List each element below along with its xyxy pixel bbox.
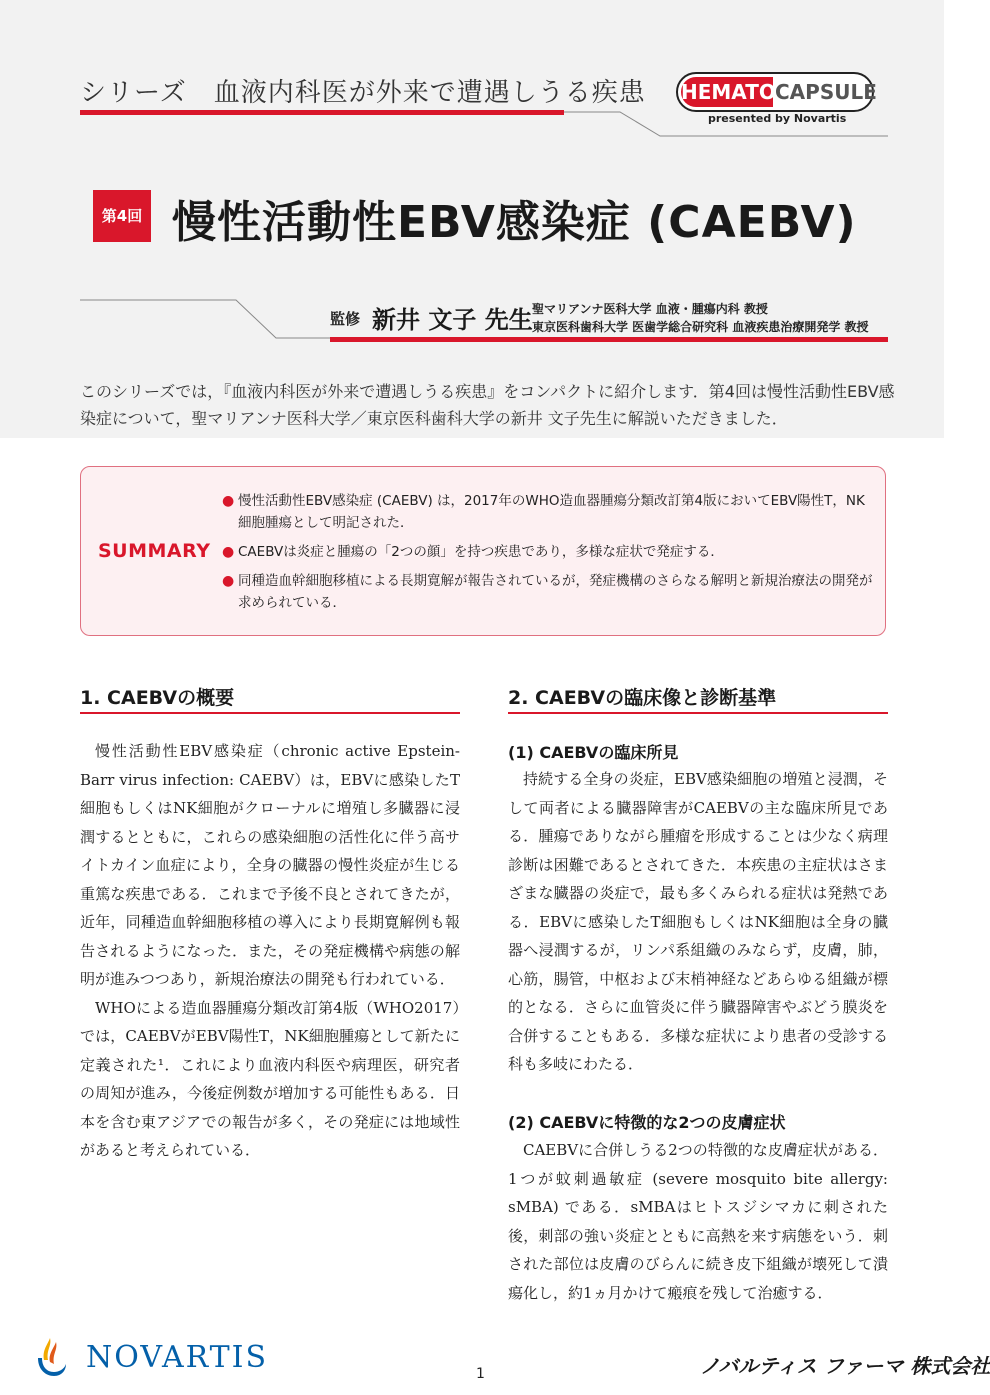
bullet-icon: ● [222, 493, 235, 509]
summary-item: ● 慢性活動性EBV感染症 (CAEBV) は，2017年のWHO造血器腫瘍分類改訂第4版においてEBV陽性T，NK細胞腫瘍として明記された． [222, 490, 874, 534]
section1-paragraph-1: 慢性活動性EBV感染症（chronic active Epstein-Barr virus infection: CAEBV）は，EBVに感染したT細胞もしくはNK細胞がクローナルに増殖し多臓器に浸潤するとともに，これらの感染細胞の活性化に伴う高サイトカイン血症により，全身の臓器の慢性炎症が生じる重篤な疾患である．これまで予後不良とされてきたが，近年，同種造血幹細胞移植の導入により長期寛解例も報告されるようになった．また，その発症機構や病態の解明が進みつつあり，新規治療法の開発も行われている． [80, 742, 460, 988]
author-underline [330, 337, 888, 342]
presented-by: presented by Novartis [708, 112, 847, 125]
author-affiliation-1: 聖マリアンナ医科大学 血液・腫瘍内科 教授 [532, 302, 768, 316]
section1-rule [80, 712, 460, 714]
novartis-flame-icon [30, 1336, 70, 1380]
section2-rule [508, 712, 888, 714]
section1-paragraph-2: WHOによる造血器腫瘍分類改訂第4版（WHO2017）では，CAEBVがEBV陽性T，NK細胞腫瘍として新たに定義された¹．これにより血液内科医や病理医，研究者の周知が進み，今後症例数が増加する可能性もある．日本を含む東アジアでの報告が多く，その発症には地域性があると考えられている． [80, 998, 460, 1159]
subsection2-body: CAEBVに合併しうる2つの特徴的な皮膚症状がある．1つが蚊刺過敏症 (severe mosquito bite allergy: sMBA) である．sMBAはヒトスジシマカに刺された後，刺部の強い炎症とともに高熱を来す病態をいう．刺された部位は皮膚のびらんに続き皮下組織が壊死して潰瘍化し，約1ヵ月かけて瘢痕を残して治癒する． [508, 1141, 888, 1302]
intro-text: このシリーズでは，『血液内科医が外来で遭遇しうる疾患』をコンパクトに紹介します．第4回は慢性活動性EBV感染症について，聖マリアンナ医科大学／東京医科歯科大学の新井 文子先生に解説いただきました． [80, 382, 895, 428]
section1-body [80, 737, 460, 1165]
bullet-icon: ● [222, 573, 235, 589]
section2-heading: 2. CAEBVの臨床像と診断基準 [508, 687, 777, 709]
hemato-capsule-logo [676, 72, 877, 112]
summary-item: ● 同種造血幹細胞移植による長期寛解が報告されているが，発症機構のさらなる解明と新規治療法の開発が求められている． [222, 570, 874, 614]
author-name: 新井 文子 先生 [372, 306, 533, 334]
subsection2-heading: (2) CAEBVに特徴的な2つの皮膚症状 [508, 1113, 786, 1132]
series-title: シリーズ 血液内科医が外来で遭遇しうる疾患 [80, 78, 646, 108]
supervisor-label: 監修 [330, 310, 361, 328]
issue-badge: 第4回 [93, 190, 151, 242]
company-name: ノバルティス ファーマ 株式会社 [700, 1354, 990, 1378]
page-number: 1 [476, 1366, 485, 1382]
summary-item: ● CAEBVは炎症と腫瘍の「2つの顔」を持つ疾患であり，多様な症状で発症する． [222, 541, 874, 563]
logo-capsule: CAPSULE [775, 80, 877, 104]
subsection1-body: 持続する全身の炎症，EBV感染細胞の増殖と浸潤，そして両者による臓器障害がCAEBVの主な臨床所見である．腫瘍でありながら腫瘤を形成することは少なく病理診断は困難であるとされてきた．本疾患の主症状はさまざまな臓器の炎症で，最も多くみられる症状は発熱である．EBVに感染したT細胞もしくはNK細胞は全身の臓器へ浸潤するが，リンパ系組織のみならず，皮膚，肺，心筋，腸管，中枢および末梢神経などあらゆる組織が標的となる．さらに血管炎に伴う臓器障害やぶどう膜炎を合併することもある．多様な症状により患者の受診する科も多岐にわたる． [508, 770, 888, 1073]
bullet-icon: ● [222, 544, 235, 560]
novartis-logo-text: NOVARTIS [86, 1340, 269, 1375]
author-affiliation-2: 東京医科歯科大学 医歯学総合研究科 血液疾患治療開発学 教授 [532, 320, 869, 334]
summary-list [222, 490, 874, 621]
logo-hemato: HEMATO [681, 77, 773, 107]
series-underline [80, 110, 564, 115]
subsection1-heading: (1) CAEBVの臨床所見 [508, 743, 679, 762]
page-title: 慢性活動性EBV感染症 (CAEBV) [172, 197, 857, 248]
section1-heading: 1. CAEBVの概要 [80, 687, 235, 709]
summary-label: SUMMARY [98, 540, 211, 562]
